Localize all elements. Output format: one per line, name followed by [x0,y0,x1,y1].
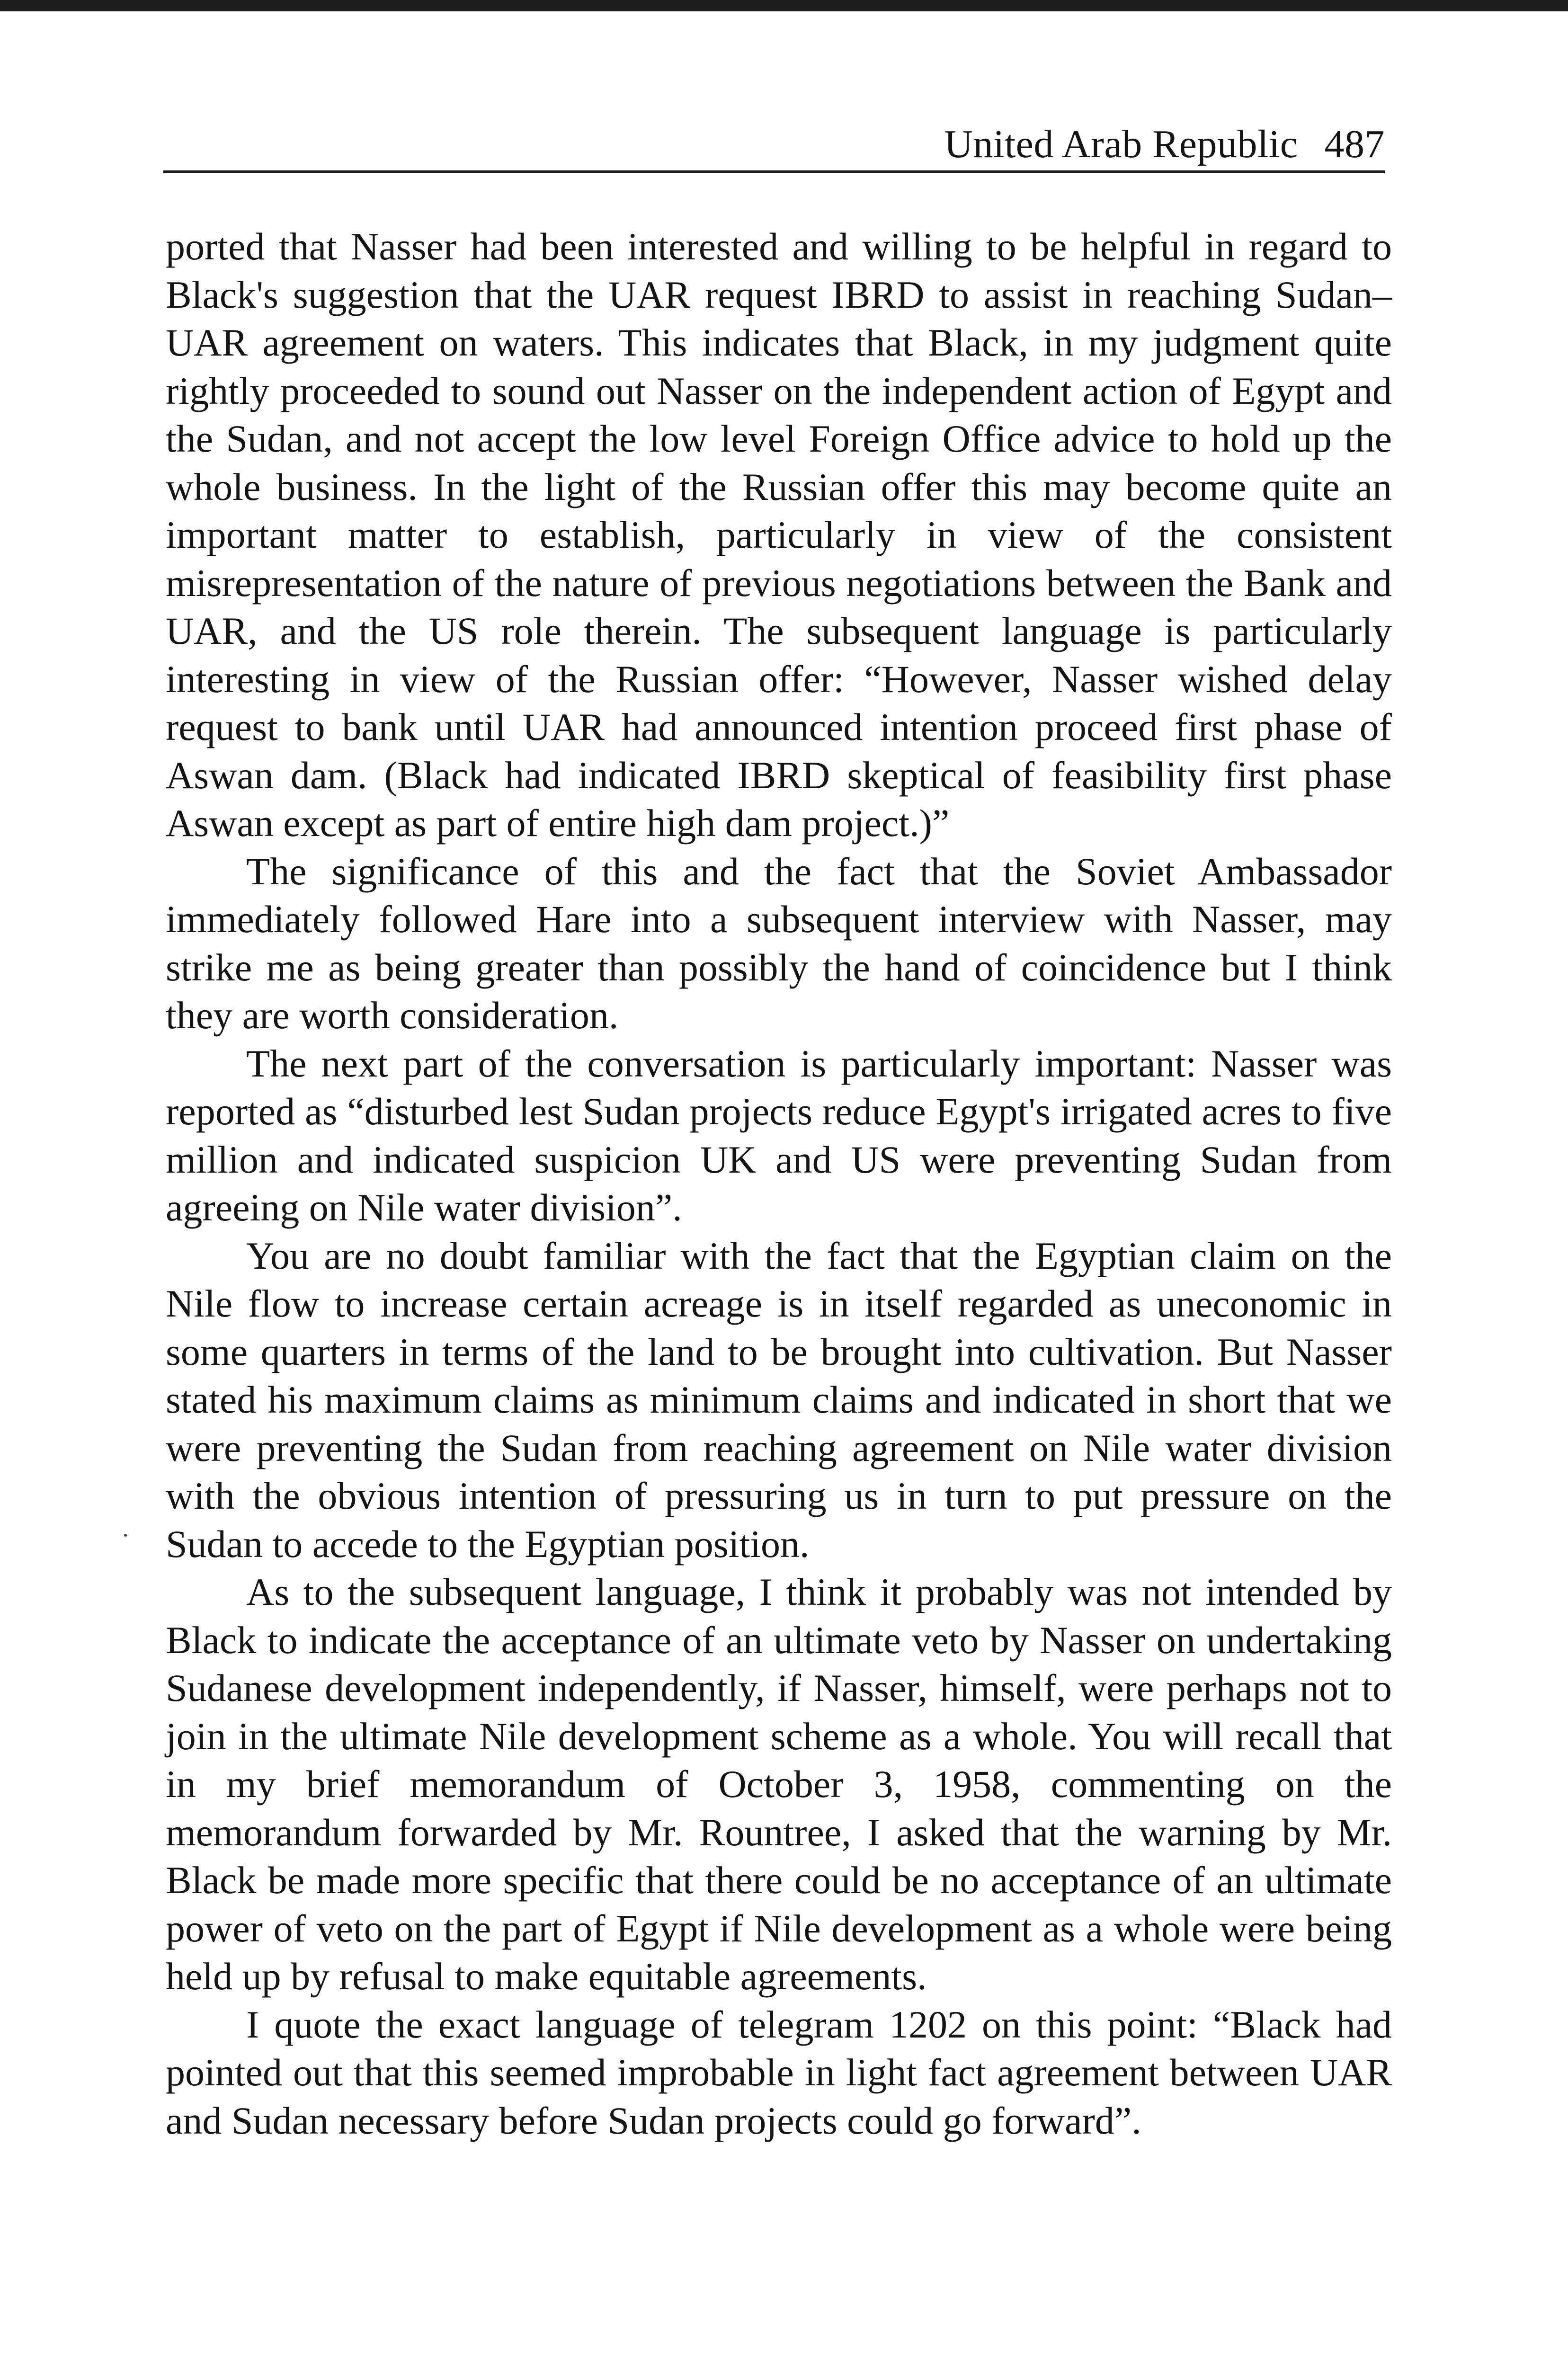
scan-speck [124,1534,127,1537]
running-title: United Arab Republic [944,122,1298,166]
page-top-edge [0,0,1568,11]
running-header [163,118,1385,173]
page-number: 487 [1324,122,1385,166]
paragraph-continued: ported that Nasser had been interested and willing to be helpful in regard to Black's suggestion that the UAR request IBRD to assist in reaching Sudan–UAR agreement on waters. This indicates that Black, in my judgment quite rightly proceeded to sound out Nasser on the independent action of Egypt and the Sudan, and not accept the low level Foreign Office advice to hold up the whole business. In the light of the Russian offer this may become quite an important matter to establish, particularly in view of the consistent misrepresentation of the nature of previous negotiations between the Bank and UAR, and the US role therein. The subsequent language is particularly interesting in view of the Russian offer: “However, Nasser wished delay request to bank until UAR had announced intention proceed first phase of Aswan dam. (Black had indicated IBRD skeptical of feasibility first phase Aswan except as part of entire high dam project.)” [166,225,1392,845]
paragraph: The next part of the conversation is particularly important: Nasser was reported as “disturbed lest Sudan projects reduce Egypt's irrigated acres to five million and indicated suspicion UK and US were preventing Sudan from agreeing on Nile water division”. [166,1041,1392,1229]
paragraph: I quote the exact language of telegram 1202 on this point: “Black had pointed out that this seemed improbable in light fact agreement between UAR and Sudan necessary before Sudan projects could go forward”. [166,2002,1392,2142]
paragraph: As to the subsequent language, I think it probably was not intended by Black to indicate the acceptance of an ultimate veto by Nasser on undertaking Sudanese development independently, if Nasser, himself, were perhaps not to join in the ultimate Nile development scheme as a whole. You will recall that in my brief memorandum of October 3, 1958, commenting on the memorandum forwarded by Mr. Rountree, I asked that the warning by Mr. Black be made more specific that there could be no acceptance of an ultimate power of veto on the part of Egypt if Nile development as a whole were being held up by refusal to make equitable agreements. [166,1570,1392,1998]
paragraph: You are no doubt familiar with the fact that the Egyptian claim on the Nile flow to increase certain acreage is in itself regarded as uneconomic in some quarters in terms of the land to be brought into cultivation. But Nasser stated his maximum claims as minimum claims and indicated in short that we were preventing the Sudan from reaching agreement on Nile water division with the obvious intention of pressuring us in turn to put pressure on the Sudan to accede to the Egyptian position. [166,1234,1392,1566]
body-text [166,222,1392,2145]
paragraph: The significance of this and the fact that the Soviet Ambassador immediately followed Hare into a subsequent interview with Nasser, may strike me as being greater than possibly the hand of coincidence but I think they are worth consideration. [166,849,1392,1037]
